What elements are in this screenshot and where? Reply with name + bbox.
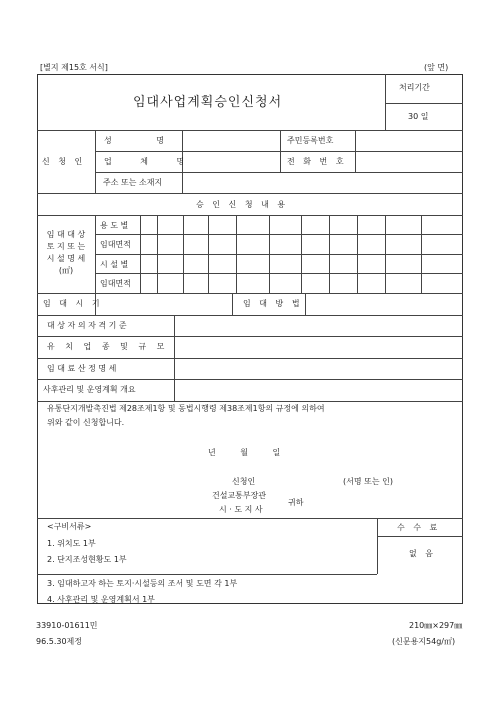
phone-label: 전 화 번 호 — [287, 157, 347, 166]
page-side-label: (앞 면) — [424, 63, 449, 72]
approval-section-header: 승 인 신 청 내 용 — [196, 200, 289, 209]
resident-no-label: 주민등록번호 — [287, 136, 334, 145]
recipient-line: 시 · 도 지 사 — [219, 505, 263, 514]
applicant-signature-label: 신청인 — [232, 477, 256, 486]
criteria-row-label: 대 상 자 의 자 격 기 준 — [47, 321, 127, 330]
attachment-item: 1. 위치도 1부 — [47, 539, 96, 548]
statement-line: 위와 같이 신청합니다. — [47, 418, 125, 427]
form-code: 33910-01611민 — [36, 621, 98, 630]
lease-period-label: 임 대 시 기 — [43, 299, 103, 308]
criteria-row-label: 임 대 료 산 정 명 세 — [47, 364, 117, 373]
signature-note: (서명 또는 인) — [343, 477, 393, 486]
enactment-date: 96.5.30제정 — [36, 637, 82, 646]
company-label: 업 체 명 — [104, 157, 191, 166]
lease-row-label: 용 도 별 — [100, 221, 129, 230]
lease-row-label: 임대면적 — [100, 240, 131, 249]
paper-size: 210㎜×297㎜ — [409, 621, 463, 630]
lease-method-label: 임 대 방 법 — [243, 299, 303, 308]
attachment-item: 3. 임대하고자 하는 토지·시설등의 조서 및 도면 각 1부 — [47, 579, 238, 588]
name-label: 성 명 — [104, 136, 170, 145]
recipient-suffix: 귀하 — [288, 498, 304, 507]
attachment-item: 4. 사후관리 및 운영계획서 1부 — [47, 595, 155, 604]
date-line: 년 월 일 — [208, 448, 281, 457]
recipient-line: 건설교통부장관 — [212, 491, 267, 500]
criteria-row-label: 사후관리 및 운영계획 개요 — [43, 385, 136, 394]
attachment-item: 2. 단지조성현황도 1부 — [47, 555, 127, 564]
lease-target-label: 임 대 대 상 토 지 또 는 시 설 명 세 (㎡) — [46, 230, 86, 275]
address-label: 주소 또는 소재지 — [103, 178, 163, 187]
paper-type: (신문용지54g/㎡) — [392, 637, 456, 646]
processing-period-label: 처리기간 — [399, 83, 430, 92]
form-title: 임대사업계획승인신청서 — [133, 95, 283, 110]
processing-period-value: 30 일 — [408, 112, 429, 121]
fee-value: 없 음 — [409, 549, 436, 558]
fee-label: 수 수 료 — [397, 523, 441, 532]
statement-line: 유통단지개발촉진법 제28조제1항 및 동법시행령 제38조제1항의 규정에 의하여 — [47, 404, 325, 413]
lease-row-label: 시 설 별 — [100, 260, 129, 269]
applicant-section-label: 신 청 인 — [42, 157, 86, 166]
attachments-header: <구비서류> — [47, 522, 92, 531]
criteria-row-label: 유 치 업 종 및 규 모 — [47, 342, 165, 351]
form-number: [별지 제15호 서식] — [40, 63, 108, 72]
lease-row-label: 임대면적 — [100, 279, 131, 288]
